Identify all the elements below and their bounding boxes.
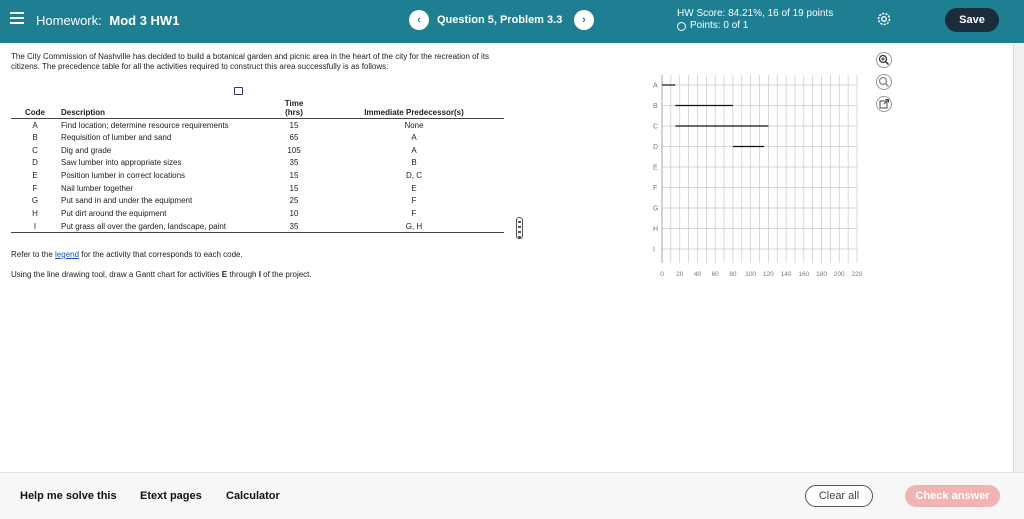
x-tick-label: 160 <box>798 271 810 278</box>
header-code: Code <box>11 98 59 119</box>
header-description: Description <box>59 98 264 119</box>
x-tick-label: 0 <box>660 271 664 278</box>
y-tick-label: G <box>653 205 659 213</box>
settings-gear-icon[interactable] <box>876 11 892 27</box>
next-question-button[interactable]: › <box>574 10 594 30</box>
header-predecessor: Immediate Predecessor(s) <box>324 98 504 119</box>
legend-line: Refer to the legend for the activity that corresponds to each code. <box>11 250 243 259</box>
table-row <box>11 144 504 157</box>
cell-code: F <box>32 183 38 193</box>
zoom-out-icon[interactable] <box>876 74 892 90</box>
expand-graph-icon[interactable] <box>876 96 892 112</box>
cell-pred: A <box>411 133 417 143</box>
graph-tools <box>876 52 894 118</box>
cell-code: E <box>32 171 38 181</box>
table-row <box>11 195 504 208</box>
table-row <box>11 157 504 170</box>
y-tick-label: D <box>653 144 659 151</box>
cell-description: Put grass all over the garden, landscape, paint <box>59 220 264 233</box>
homework-name: Mod 3 HW1 <box>109 13 180 28</box>
cell-code: B <box>32 133 38 143</box>
x-tick-label: 140 <box>780 271 792 278</box>
copy-table-icon[interactable] <box>234 87 243 95</box>
question-title: Question 5, Problem 3.3 <box>437 14 563 26</box>
gantt-chart[interactable] <box>645 70 875 280</box>
cell-time: 65 <box>289 133 299 143</box>
table-row <box>11 220 504 233</box>
y-tick-label: A <box>653 82 658 90</box>
check-answer-button[interactable]: Check answer <box>905 485 1000 507</box>
help-me-solve-button[interactable]: Help me solve this <box>20 490 117 502</box>
points: Points: 0 of 1 <box>690 20 749 31</box>
zoom-in-icon[interactable] <box>876 52 892 68</box>
cell-pred: None <box>404 120 424 130</box>
cell-description: Put sand in and under the equipment <box>61 196 193 206</box>
menu-icon[interactable] <box>10 12 24 24</box>
cell-description: Nail lumber together <box>61 183 134 193</box>
cell-time: 15 <box>289 183 299 193</box>
x-tick-label: 200 <box>833 271 845 278</box>
homework-title <box>36 13 179 28</box>
top-bar <box>0 0 1024 43</box>
cell-pred: D, C <box>406 171 422 181</box>
y-tick-label: E <box>653 164 658 172</box>
cell-description: Put dirt around the equipment <box>61 209 167 219</box>
x-tick-label: 40 <box>693 271 702 278</box>
score-info <box>677 8 833 32</box>
cell-code: I <box>11 220 59 233</box>
table-row <box>11 169 504 182</box>
cell-description: Requisition of lumber and sand <box>61 133 172 143</box>
y-tick-label: I <box>653 246 655 254</box>
cell-time: 35 <box>264 220 324 233</box>
problem-intro: The City Commission of Nashville has decided to build a botanical garden and picnic area in the heart of the city for the recreation of its citizens. The precedence table for all the activities required to construct this area successfully is as follows: <box>11 52 490 71</box>
cell-code: C <box>32 145 38 155</box>
cell-description: Dig and grade <box>61 145 112 155</box>
cell-time: 15 <box>289 171 299 181</box>
cell-description: Find location; determine resource requirements <box>61 120 229 130</box>
cell-pred: B <box>411 158 417 168</box>
cell-code: A <box>32 120 38 130</box>
cell-time: 15 <box>289 120 299 130</box>
cell-code: H <box>32 209 38 219</box>
x-tick-label: 100 <box>745 271 757 278</box>
hw-score: HW Score: 84.21%, 16 of 19 points <box>677 8 834 19</box>
cell-pred: G, H <box>324 220 504 233</box>
y-tick-label: H <box>653 226 659 233</box>
etext-pages-button[interactable]: Etext pages <box>140 490 202 502</box>
cell-pred: E <box>411 183 417 193</box>
cell-code: D <box>32 158 38 168</box>
x-tick-label: 60 <box>711 271 719 278</box>
x-tick-label: 80 <box>729 271 737 278</box>
cell-pred: F <box>411 209 417 219</box>
x-tick-label: 120 <box>762 271 774 278</box>
page-scrollbar[interactable] <box>1013 43 1024 472</box>
cell-time: 25 <box>289 196 299 206</box>
instruction-text: Using the line drawing tool, draw a Gantt chart for activities E through I of the project. <box>11 270 312 279</box>
cell-pred: A <box>411 145 417 155</box>
panel-resize-handle[interactable] <box>516 217 523 239</box>
precedence-table <box>11 98 504 233</box>
points-circle-icon <box>677 22 686 31</box>
cell-time: 35 <box>289 158 299 168</box>
x-tick-label: 180 <box>816 271 827 278</box>
table-row <box>11 182 504 195</box>
table-row <box>11 207 504 220</box>
y-tick-label: F <box>653 185 658 192</box>
clear-all-button[interactable]: Clear all <box>805 485 873 507</box>
cell-time: 10 <box>289 209 299 219</box>
header-time: Time (hrs) <box>264 98 324 119</box>
cell-description: Saw lumber into appropriate sizes <box>61 158 182 168</box>
y-tick-label: C <box>653 123 659 131</box>
table-row <box>11 131 504 144</box>
cell-pred: F <box>411 196 417 206</box>
y-tick-label: B <box>653 103 658 110</box>
x-tick-label: 220 <box>851 271 863 278</box>
cell-time: 105 <box>287 145 301 155</box>
homework-label: Homework: <box>36 13 102 28</box>
x-tick-label: 20 <box>676 271 684 278</box>
table-row <box>11 119 504 132</box>
cell-description: Position lumber in correct locations <box>61 171 186 181</box>
calculator-button[interactable]: Calculator <box>226 490 280 502</box>
cell-code: G <box>31 196 39 206</box>
save-button[interactable]: Save <box>945 8 999 32</box>
previous-question-button[interactable]: ‹ <box>409 10 429 30</box>
footer-bar <box>0 472 1024 519</box>
legend-link[interactable]: legend <box>55 250 80 259</box>
